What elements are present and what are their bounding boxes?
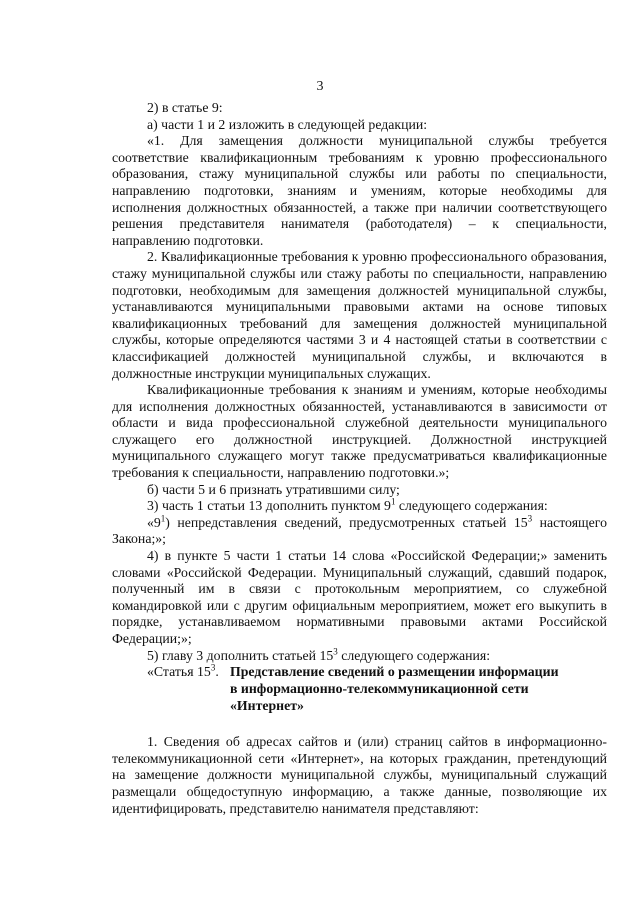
item5-sup: 3 (333, 646, 338, 656)
article-heading (112, 664, 607, 716)
article-title-line3: «Интернет» (230, 697, 304, 713)
article-title-line2: в информационно-телекоммуникационной сети (230, 680, 529, 696)
paragraph-item-5 (112, 648, 607, 665)
article-lead-b: . (215, 664, 219, 680)
paragraph-item-4: 4) в пункте 5 части 1 статьи 14 слова «Российской Федерации;» заменить словами «Российской Федерации. Муниципальный служащий, сдавший подарок, полученный им в связи с протокольным мероприятием, со служебной командировкой или с другим официальным мероприятием, может его выкупить в порядке, устанавливаемом нормативными правовыми актами Российской Федерации;»; (112, 548, 607, 646)
item3-text-a: 3) часть 1 статьи 13 дополнить пунктом 9 (147, 498, 391, 514)
paragraph-item-2b: б) части 5 и 6 признать утратившими силу; (147, 481, 400, 497)
paragraph-item-3 (112, 498, 607, 515)
paragraph-item-2: 2) в статье 9: (147, 100, 223, 115)
paragraph-part-2: 2. Квалификационные требования к уровню профессионального образования, стажу муниципальной службы или стажу работы по специальности, направлению подготовки, необходимым для замещения должностей муниципальной службы, устанавливаются муниципальными правовыми актами на основе типовых квалификационных требований для замещения должностей муниципальной службы, которые определяются частями 3 и 4 настоящей статьи в соответствии с классификацией должностей муниципальной службы, и включаются в должностные инструкции муниципальных служащих. (112, 249, 607, 381)
item3-sup: 1 (390, 496, 396, 507)
spacer (112, 716, 607, 734)
item5-text-b: следующего содержания: (337, 647, 491, 663)
paragraph-item-2a: а) части 1 и 2 изложить в следующей редакции: (147, 116, 428, 132)
paragraph-item-3-quote (112, 515, 607, 548)
paragraph-part-1: «1. Для замещения должности муниципальной службы требуется соответствие квалификационным требованиям к уровню профессионального образования, стажу муниципальной службы или работы по специальности, направлению подготовки, знаниям и умениям, которые необходимы для исполнения должностных обязанностей, а также при наличии соответствующего решения представителя нанимателя (работодателя) – к специальности, направлению подготовки. (112, 133, 607, 248)
document-body (112, 100, 607, 817)
quote-text-a: «9 (147, 514, 161, 530)
page-number: 3 (316, 79, 324, 94)
paragraph-article-part-1: 1. Сведения об адресах сайтов и (или) страниц сайтов в информационно-телекоммуникационной сети «Интернет», на которых гражданин, претендующий на замещение должности муниципальной службы, муниципальный служащий размещали общедоступную информацию, а также данные, позволяющие их идентифицировать, представителю нанимателя представляют: (112, 734, 607, 816)
article-title-line1: Представление сведений о размещении информации (230, 664, 559, 680)
quote-text-c: настоящего Закона;»; (112, 514, 607, 547)
quote-sup-a: 1 (160, 513, 166, 524)
item3-text-b: следующего содержания: (395, 498, 548, 514)
item5-text-a: 5) главу 3 дополнить статьей 15 (147, 647, 334, 663)
paragraph-qualification: Квалификационные требования к знаниям и умениям, которые необходимы для исполнения должностных обязанностей, устанавливаются в зависимости от области и вида профессиональной служебной деятельности муниципального служащего его должностной инструкцией. Должностной инструкцией муниципального служащего могут также предусматриваться квалификационные требования к специальности, направлению подготовки.»; (112, 382, 607, 481)
quote-text-b: ) непредставления сведений, предусмотренных статьей 15 (165, 514, 528, 530)
article-title (230, 664, 610, 714)
article-lead-a: «Статья 15 (147, 664, 211, 680)
article-lead-sup: 3 (210, 662, 216, 673)
quote-sup-b: 3 (527, 513, 533, 524)
article-lead (147, 664, 237, 681)
